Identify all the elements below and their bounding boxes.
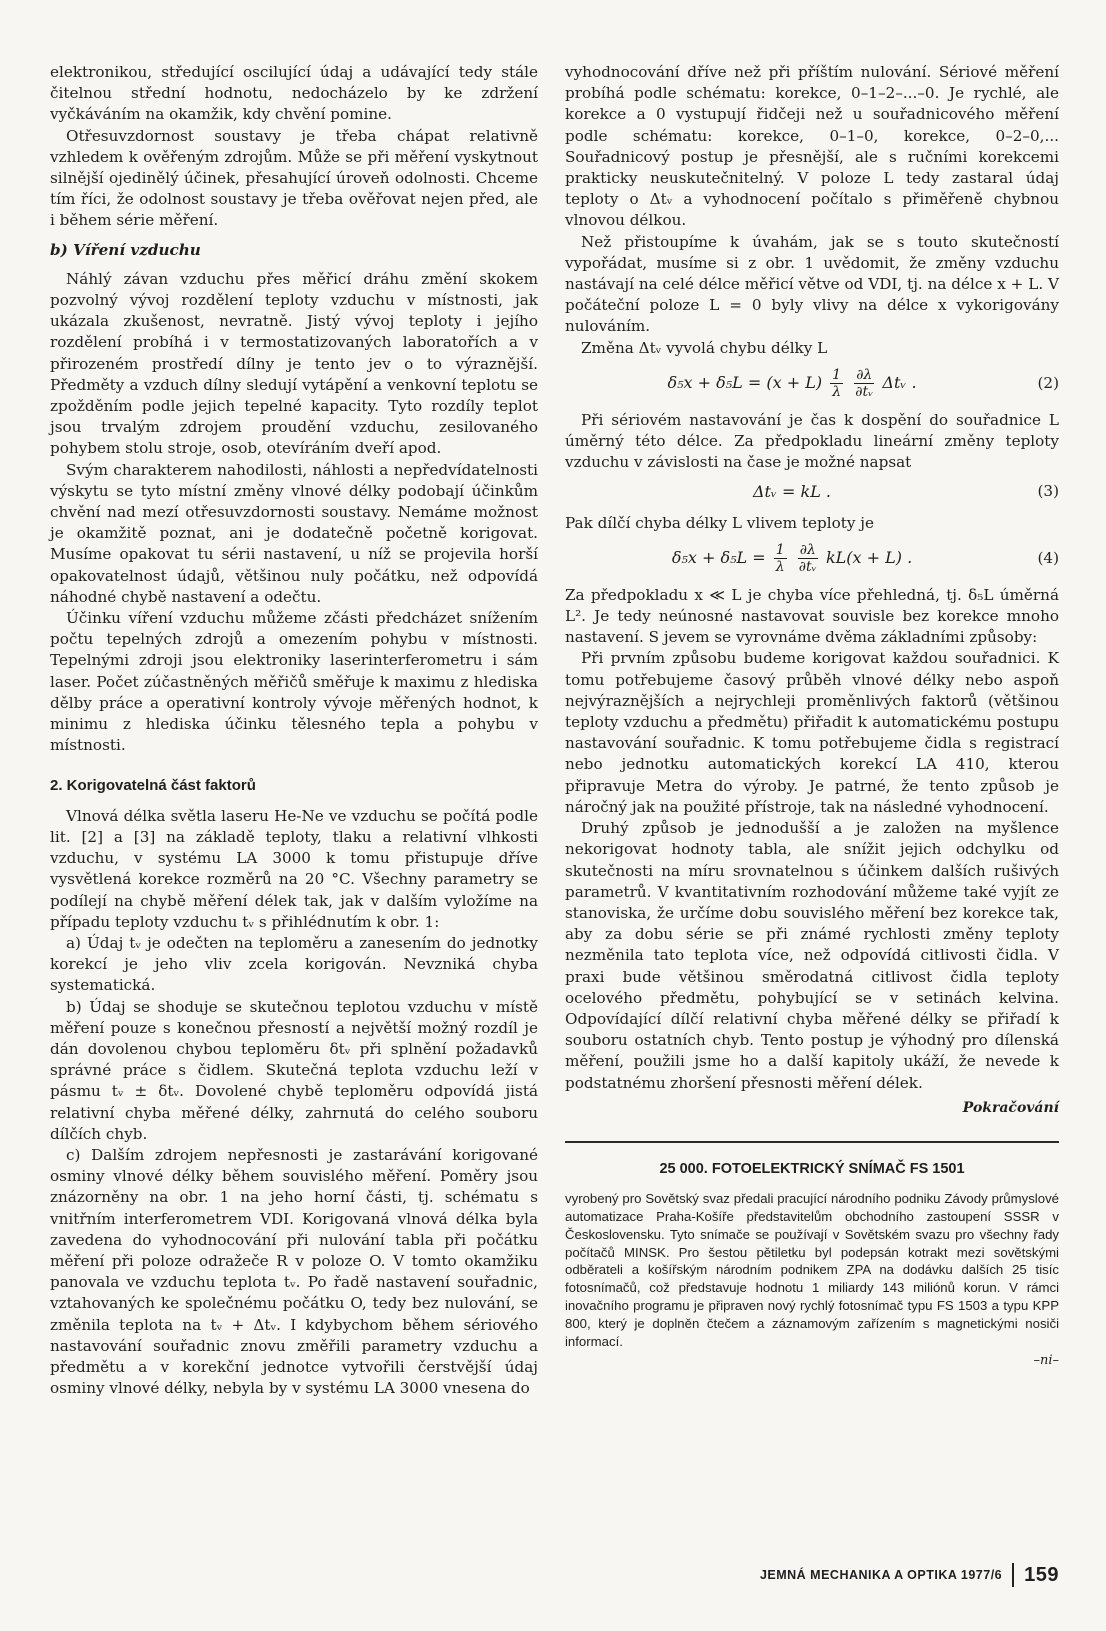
paragraph: Vlnová délka světla laseru He-Ne ve vzduchu se počítá podle lit. [2] a [3] na základě teploty, tlaku a relativní vlhkosti vzduchu, v systému LA 3000 k tomu přistupuje dříve vysvětlená korekce rozměrů na 20 °C. Všechny parametry se podílejí na chybě měření délek tak, jak v dalším vyložíme na případu teploty vzduchu tᵥ s přihlédnutím k obr. 1: [50, 806, 538, 931]
paragraph: Náhlý závan vzduchu přes měřicí dráhu změní skokem pozvolný vývoj rozdělení teploty vzduchu v místnosti, jak ukázala zkušenost, nevratně. Jistý vývoj teploty i jejího rozdělení probíhá i v termostatizovaných laboratořích a v přirozeném prostředí dílny je tento jev o to výraznější. Předměty a vzduch dílny sledují vytápění a venkovní teplotu se zpožděním podle jejich tepelné kapacity. Tyto rozdíly teplot jsou trvalým zdrojem proudění vzduchu, zesilovaného pohybem stolu stroje, osob, otevíráním dveří apod. [50, 269, 538, 458]
fraction [798, 542, 818, 575]
fraction-denominator: ∂tᵥ [798, 558, 817, 575]
equation-term: Δtᵥ = kL . [752, 482, 831, 502]
fraction-numerator: ∂λ [856, 366, 873, 383]
paragraph: Při sériovém nastavování je čas k dospění do souřadnice L úměrný této délce. Za předpokladu lineární změny teploty vzduchu v závislosti na čase je možné napsat [565, 410, 1059, 472]
journal-name: JEMNÁ MECHANIKA A OPTIKA 1977/6 [759, 1568, 1003, 1582]
fraction [854, 367, 874, 400]
paragraph: Pak dílčí chyba délky L vlivem teploty je [565, 513, 874, 532]
news-text: vyrobený pro Sovětský svaz předali pracující národního podniku Závody průmyslové automatizace Praha-Košíře představitelům obchodního zastoupení SSSR v Československu. Tyto snímače se používají v Sovětském svazu pro všechny řady počítačů MINSK. Pro šestou pětiletku byl podepsán kotrakt mezi sovětskými odběrateli a košířským národním podnikem ZPA na dodávku dalších 25 tisíc fotosnímačů, což představuje hodnotu 1 miliardy 143 miliónů korun. V rámci inovačního programu je připraven nový rychlý fotosnímač typu FS 1503 a typu KPP 800, který je doplněn čtečem a záznamovým zařízením s magnetickými nosiči informací. [565, 1191, 1059, 1349]
paragraph: b) Údaj se shoduje se skutečnou teplotou vzduchu v místě měření pouze s konečnou přesností a největší možný rozdíl je dán dovolenou chybou teploměru δtᵥ při splnění požadavků správné práce s čidlem. Skutečná teplota vzduchu leží v pásmu tᵥ ± δtᵥ. Dovolené chybě teploměru odpovídá jistá relativní chyba měřené délky, zahrnutá do celého souboru dílčích chyb. [50, 997, 538, 1143]
fraction-numerator: ∂λ [799, 541, 816, 558]
paragraph: Změna Δtᵥ vyvolá chybu délky L [581, 338, 828, 357]
paragraph: Při prvním způsobu budeme korigovat každou souřadnici. K tomu potřebujeme časový průběh vlnové délky nebo aspoň nejvýraznějších a nejrychleji proměnlivých faktorů (většinou teploty vzduchu a předmětu) přiřadit k automatickému postupu nastavování souřadnic. K tomu potřebujeme čidla s registrací nebo jednotku automatických korekcí LA 410, kterou připravuje Metra do výroby. Je patrné, že tento způsob je náročný jak na použité přístroje, tak na následné vyhodnocení. [565, 649, 1059, 816]
subsection-heading: b) Víření vzduchu [50, 240, 201, 259]
page-footer [760, 1563, 1059, 1587]
equation-term: δ₅x + δ₅L = (x + L) [667, 372, 823, 392]
page-number: 159 [1024, 1563, 1059, 1586]
equation-2 [565, 367, 1059, 400]
continued-note: Pokračování [962, 1099, 1059, 1116]
paragraph: Účinku víření vzduchu můžeme zčásti předcházet snížením počtu tepelných zdrojů a omezením pohybu v místnosti. Tepelnými zdroji jsou elektroniky laserinterferometru i sám laser. Počet zúčastněných měřičů směřuje k maximu z hlediska dělby práce a operativní kontroly vývoje měřených hodnot, k minimu z hlediska účinku tělesného tepla a pohybu v místnosti. [50, 609, 538, 755]
section-heading: 2. Korigovatelná část faktorů [50, 776, 256, 794]
fraction-denominator: λ [775, 558, 785, 575]
equation-4 [565, 542, 1059, 575]
fraction-numerator: 1 [775, 541, 785, 558]
paragraph: c) Dalším zdrojem nepřesnosti je zastarávání korigované osminy vlnové délky během souvislého měření. Poměry jsou znázorněny na obr. 1 na jeho horní části, tj. schématu s vnitřním interferometrem VDI. Korigovaná vlnová délka byla zavedena do vyhodnocování při nulování tabla při počátku měření při poloze odražeče R v poloze O. V tomto okamžiku panovala ve vzduchu teplota tᵥ. Po řadě nastavení souřadnic, vztahovaných ke společnému počátku O, tedy bez nulování, se změnila teplota na tᵥ + Δtᵥ. I kdybychom během sériového nastavování souřadnic znovu změřili parametry vzduchu a předmětu a v korekční jednotce vytvořili čerstvější údaj osminy vlnové délky, nebyla by v systému LA 3000 vnesena do [50, 1145, 538, 1398]
paragraph: vyhodnocování dříve než při příštím nulování. Sériové měření probíhá podle schématu: korekce, 0–1–2–...–0. Je rychlé, ale korekce a 0 vystupují řidčeji než u souřadnicového měření podle schématu: korekce, 0–1–0, korekce, 0–2–0,... Souřadnicový postup je přesnější, ale s ručními korekcemi prakticky neuskutečnitelný. V poloze L tedy zastaral údaj teploty o Δtᵥ a vyhodnocení počítalo s přiměřeně chybnou vlnovou délkou. [565, 63, 1059, 230]
paragraph: Svým charakterem nahodilosti, náhlosti a nepředvídatelnosti výskytu se tyto místní změny vlnové délky podobají účinkům chvění nad mezí otřesuvzdornosti soustavy. Nemáme možnost je okamžitě poznat, ani je dodatečně početně korigovat. Musíme opakovat tu sérii nastavení, u níž se projevila horší opakovatelnost údajů, většinou nuly počátku, než odpovídá náhodné chybě nastavení a odečtu. [50, 460, 538, 606]
footer-separator [1012, 1563, 1014, 1587]
equation-3 [565, 481, 1059, 502]
fraction-numerator: 1 [832, 366, 842, 383]
paragraph: Druhý způsob je jednodušší a je založen na myšlence nekorigovat hodnoty tabla, ale snížit jejich odchylku od skutečnosti na míru srovnatelnou s účinkem dalších rušivých parametrů. V kvantitativním rozhodování můžeme také vyjít ze stanoviska, že určíme dobu souvislého měření bez korekce tak, aby za dobu série se při známé rychlosti změny teploty nezměnila tato teplota více, než odpovídá citlivosti čidla. V praxi bude většinou směrodatná citlivost čidla teploty ocelového předmětu, pohybující se v setinách kelvina. Odpovídající dílčí relativní chyba měřené délky se přiřadí k souboru ostatních chyb. Tento postup je výhodný pro dílenská měření, použili jsme ho a další kapitoly ukáží, že nevede k podstatnému zhoršení přesnosti měření délek. [565, 819, 1059, 1092]
fraction-denominator: λ [832, 383, 842, 400]
paragraph: a) Údaj tᵥ je odečten na teploměru a zanesením do jednotky korekcí je jeho vliv zcela korigován. Nevzniká chyba systematická. [50, 933, 538, 995]
paragraph: Otřesuvzdornost soustavy je třeba chápat relativně vzhledem k ověřeným zdrojům. Může se při měření vyskytnout silnější ojedinělý účinek, přesahující úroveň odolnosti. Chceme tím říci, že odolnost soustavy je třeba ověřovat nejen před, ale i během série měření. [50, 126, 538, 230]
left-column [50, 62, 538, 1399]
paragraph: elektronikou, středující oscilující údaj a udávající tedy stále čitelnou střední hodnotu, nedocházelo by ke zdržení vyčkáváním na okamžik, kdy chvění pomine. [50, 63, 538, 124]
news-title: 25 000. FOTOELEKTRICKÝ SNÍMAČ FS 1501 [659, 1160, 965, 1177]
divider [565, 1141, 1059, 1143]
paragraph: Za předpokladu x ≪ L je chyba více přehledná, tj. δ₅L úměrná L². Je tedy neúnosné nastavovat souvisle bez korekce mnoho nastavení. S jevem se vyrovnáme dvěma základními způsoby: [565, 585, 1059, 647]
equation-term: kL(x + L) . [825, 547, 913, 567]
fraction [774, 542, 787, 575]
equation-number: (4) [1037, 548, 1059, 567]
paragraph: Než přistoupíme k úvahám, jak se s touto skutečností vypořádat, musíme si z obr. 1 uvědomit, že změny vzduchu nastávají na celé délce měřicí větve od VDI, tj. na délce x + L. V počáteční poloze L = 0 byly vlivy na délce x vykorigovány nulováním. [565, 232, 1059, 336]
right-column [565, 62, 1059, 1372]
fraction-denominator: ∂tᵥ [855, 383, 874, 400]
news-signature: –ni– [1033, 1353, 1059, 1369]
fraction [830, 367, 843, 400]
equation-number: (2) [1037, 373, 1059, 392]
equation-term: δ₅x + δ₅L = [671, 547, 766, 567]
equation-number: (3) [1037, 482, 1059, 501]
news-box [565, 1159, 1059, 1372]
equation-term: Δtᵥ . [882, 372, 917, 392]
